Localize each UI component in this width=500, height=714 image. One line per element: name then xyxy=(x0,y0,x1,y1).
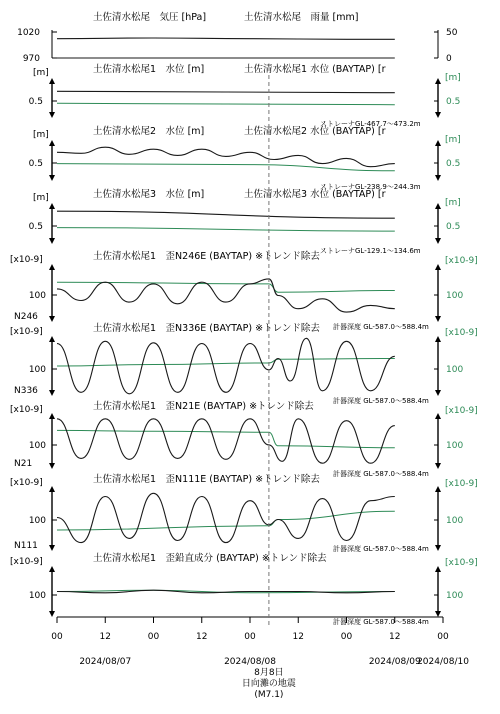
panel-well3-right-unit: [m] xyxy=(445,198,461,208)
x-date-label: 2024/08/07 xyxy=(79,657,132,667)
panel-vert-title: 土佐清水松尾1 歪鉛直成分 (BAYTAP) ※トレンド除去 xyxy=(93,553,327,564)
x-tick-label: 12 xyxy=(196,632,208,642)
panel-n111-right-tick-label: 100 xyxy=(446,516,464,526)
panel-n111-left-tick-label: 100 xyxy=(28,516,46,526)
panel-n246-left-axis-down-arrow-icon xyxy=(49,316,55,322)
panel-well1-right-axis-up-arrow-icon xyxy=(435,78,441,84)
earthquake-event-label: 8月8日 xyxy=(254,668,284,678)
panel-n21-right-axis-up-arrow-icon xyxy=(435,413,441,419)
panel-well1-title: 土佐清水松尾1 水位 [m] xyxy=(93,64,205,75)
panel-n246-right-tick-label: 100 xyxy=(446,291,464,301)
earthquake-event-label: 日向灘の地震 xyxy=(241,679,296,689)
panel-n246-title: 土佐清水松尾1 歪N246E (BAYTAP) ※トレンド除去 xyxy=(93,251,320,262)
panel-well3-left-tick-label: 0.5 xyxy=(28,222,43,232)
x-tick-label: 12 xyxy=(292,632,304,642)
panel-well3-right-axis-down-arrow-icon xyxy=(435,238,441,244)
series-line-n21-green xyxy=(57,430,395,447)
panel-n246-right-axis-up-arrow-icon xyxy=(435,264,441,270)
panel-well1-right-unit: [m] xyxy=(445,73,461,83)
panel-well1-right-axis-down-arrow-icon xyxy=(435,112,441,118)
panel-n336-left-axis-up-arrow-icon xyxy=(49,336,55,342)
panel-well2-right-axis-down-arrow-icon xyxy=(435,175,441,181)
panel-n246-right-axis-down-arrow-icon xyxy=(435,316,441,322)
panel-well1-left-axis-up-arrow-icon xyxy=(49,78,55,84)
panel-well2-note: ストレーナGL-238.9〜244.3m xyxy=(320,183,421,191)
panel-well1-title-right: 土佐清水松尾1 水位 (BAYTAP) [r xyxy=(244,64,386,75)
panel-well3-left-axis-up-arrow-icon xyxy=(49,203,55,209)
panel-n336-title: 土佐清水松尾1 歪N336E (BAYTAP) ※トレンド除去 xyxy=(93,323,320,334)
panel-n111-left-axis-up-arrow-icon xyxy=(49,486,55,492)
panel-n21-right-tick-label: 100 xyxy=(446,441,464,451)
series-line-n111-black xyxy=(57,493,395,542)
panel-well2-right-unit: [m] xyxy=(445,135,461,145)
panel-n246-left-axis-up-arrow-icon xyxy=(49,264,55,270)
panel-well2-right-axis-up-arrow-icon xyxy=(435,140,441,146)
panel-n336-right-tick-label: 100 xyxy=(446,365,464,375)
panel-vert-left-unit: [x10-9] xyxy=(10,557,43,567)
panel-well3-right-tick-label: 0.5 xyxy=(446,222,461,232)
series-line-well1-black xyxy=(57,91,395,92)
panel-n336-left-tick-label: 100 xyxy=(28,365,46,375)
x-tick-label: 12 xyxy=(389,632,401,642)
panel-well2-left-axis-up-arrow-icon xyxy=(49,140,55,146)
panel-n111-left-axis-down-arrow-icon xyxy=(49,545,55,551)
panel-n111-component-label: N111 xyxy=(14,541,38,551)
panel-well3-left-unit: [m] xyxy=(33,193,49,203)
x-tick-label: 00 xyxy=(147,632,160,642)
panel-vert-left-axis-down-arrow-icon xyxy=(49,611,55,617)
panel-vert-right-tick-label: 100 xyxy=(446,591,464,601)
x-date-label: 2024/08/10 xyxy=(417,657,469,667)
panel-well1-left-unit: [m] xyxy=(33,68,49,78)
panel-pressure-rain-title: 土佐清水松尾 気圧 [hPa] xyxy=(93,12,207,23)
panel-well3-left-axis-down-arrow-icon xyxy=(49,238,55,244)
panel-well2-title-right: 土佐清水松尾2 水位 (BAYTAP) [r xyxy=(244,126,386,137)
panel-well2-right-tick-label: 0.5 xyxy=(446,159,461,169)
panel-n21-title: 土佐清水松尾1 歪N21E (BAYTAP) ※トレンド除去 xyxy=(93,401,314,412)
series-line-n111-green xyxy=(57,511,395,530)
panel-n21-left-axis-up-arrow-icon xyxy=(49,413,55,419)
earthquake-event-label: (M7.1) xyxy=(254,690,284,700)
panel-well2-left-tick-label: 0.5 xyxy=(28,159,43,169)
panel-well1-right-tick-label: 0.5 xyxy=(446,97,461,107)
panel-well1-left-tick-label: 0.5 xyxy=(28,97,43,107)
panel-n21-left-axis-down-arrow-icon xyxy=(49,463,55,469)
x-tick-label: 12 xyxy=(99,632,111,642)
panel-n111-right-unit: [x10-9] xyxy=(445,479,478,489)
panel-n246-left-unit: [x10-9] xyxy=(10,255,43,265)
panel-vert-left-axis-up-arrow-icon xyxy=(49,566,55,572)
panel-vert-note: 計器深度 GL-587.0〜588.4m xyxy=(333,618,429,626)
panel-n246-right-unit: [x10-9] xyxy=(445,256,478,266)
panel-well1-left-axis-down-arrow-icon xyxy=(49,112,55,118)
panel-n336-component-label: N336 xyxy=(14,386,38,396)
panel-n336-right-axis-up-arrow-icon xyxy=(435,336,441,342)
x-tick-label: 00 xyxy=(340,632,353,642)
series-line-n336-green xyxy=(57,359,395,367)
panel-n21-note: 計器深度 GL-587.0〜588.4m xyxy=(333,470,429,478)
series-line-n246-green xyxy=(57,282,395,292)
panel-pressure-rain-left-tick-label: 1020 xyxy=(17,28,40,38)
panel-n336-right-unit: [x10-9] xyxy=(445,328,478,338)
panel-n21-right-axis-down-arrow-icon xyxy=(435,463,441,469)
panel-n111-note: 計器深度 GL-587.0〜588.4m xyxy=(333,545,429,553)
panel-well1-note: ストレーナGL-467.7〜473.2m xyxy=(320,120,421,128)
panel-n336-left-axis-down-arrow-icon xyxy=(49,390,55,396)
x-date-label: 2024/08/09 xyxy=(368,657,421,667)
panel-n111-title: 土佐清水松尾1 歪N111E (BAYTAP) ※トレンド除去 xyxy=(93,474,320,485)
panel-pressure-rain-right-tick-label: 0 xyxy=(446,54,452,64)
panel-well3-note: ストレーナGL-129.1〜134.6m xyxy=(320,247,421,255)
panel-n336-left-unit: [x10-9] xyxy=(10,327,43,337)
panel-n246-left-tick-label: 100 xyxy=(28,291,46,301)
panel-n111-right-axis-down-arrow-icon xyxy=(435,545,441,551)
panel-n246-note: 計器深度 GL-587.0〜588.4m xyxy=(333,323,429,331)
panel-n21-left-unit: [x10-9] xyxy=(10,405,43,415)
panel-vert-left-tick-label: 100 xyxy=(28,591,46,601)
panel-pressure-rain-left-tick-label: 970 xyxy=(22,54,40,64)
panel-vert-right-axis-up-arrow-icon xyxy=(435,566,441,572)
panel-well2-left-axis-down-arrow-icon xyxy=(49,175,55,181)
panel-well2-title: 土佐清水松尾2 水位 [m] xyxy=(93,126,205,137)
series-line-well3-green xyxy=(57,228,395,232)
panel-well3-title-right: 土佐清水松尾3 水位 (BAYTAP) [r xyxy=(244,189,386,200)
panel-vert-right-unit: [x10-9] xyxy=(445,558,478,568)
x-date-label: 2024/08/08 xyxy=(224,657,276,667)
series-line-well3-black xyxy=(57,211,395,218)
panel-pressure-rain-title-right: 土佐清水松尾 雨量 [mm] xyxy=(244,12,359,23)
panel-n21-right-unit: [x10-9] xyxy=(445,406,478,416)
panel-well2-left-unit: [m] xyxy=(33,130,49,140)
panel-pressure-rain-right-tick-label: 50 xyxy=(446,28,458,38)
panel-n21-component-label: N21 xyxy=(14,459,33,469)
panel-n21-left-tick-label: 100 xyxy=(28,441,46,451)
panel-well3-right-axis-up-arrow-icon xyxy=(435,203,441,209)
panel-n336-note: 計器深度 GL-587.0〜588.4m xyxy=(333,397,429,405)
panel-well3-title: 土佐清水松尾3 水位 [m] xyxy=(93,189,205,200)
series-line-pressure-rain-black xyxy=(57,38,395,39)
panel-n111-left-unit: [x10-9] xyxy=(10,478,43,488)
panel-vert-right-axis-down-arrow-icon xyxy=(435,611,441,617)
series-line-n336-black xyxy=(57,338,395,394)
series-line-n21-black xyxy=(57,419,395,463)
x-tick-label: 00 xyxy=(244,632,256,642)
series-line-well2-green xyxy=(57,164,395,171)
series-line-well1-green xyxy=(57,103,395,104)
x-tick-label: 00 xyxy=(51,632,63,642)
panel-n246-component-label: N246 xyxy=(14,312,38,322)
panel-n111-right-axis-up-arrow-icon xyxy=(435,486,441,492)
panel-n336-right-axis-down-arrow-icon xyxy=(435,390,441,396)
x-tick-label: 00 xyxy=(437,632,449,642)
